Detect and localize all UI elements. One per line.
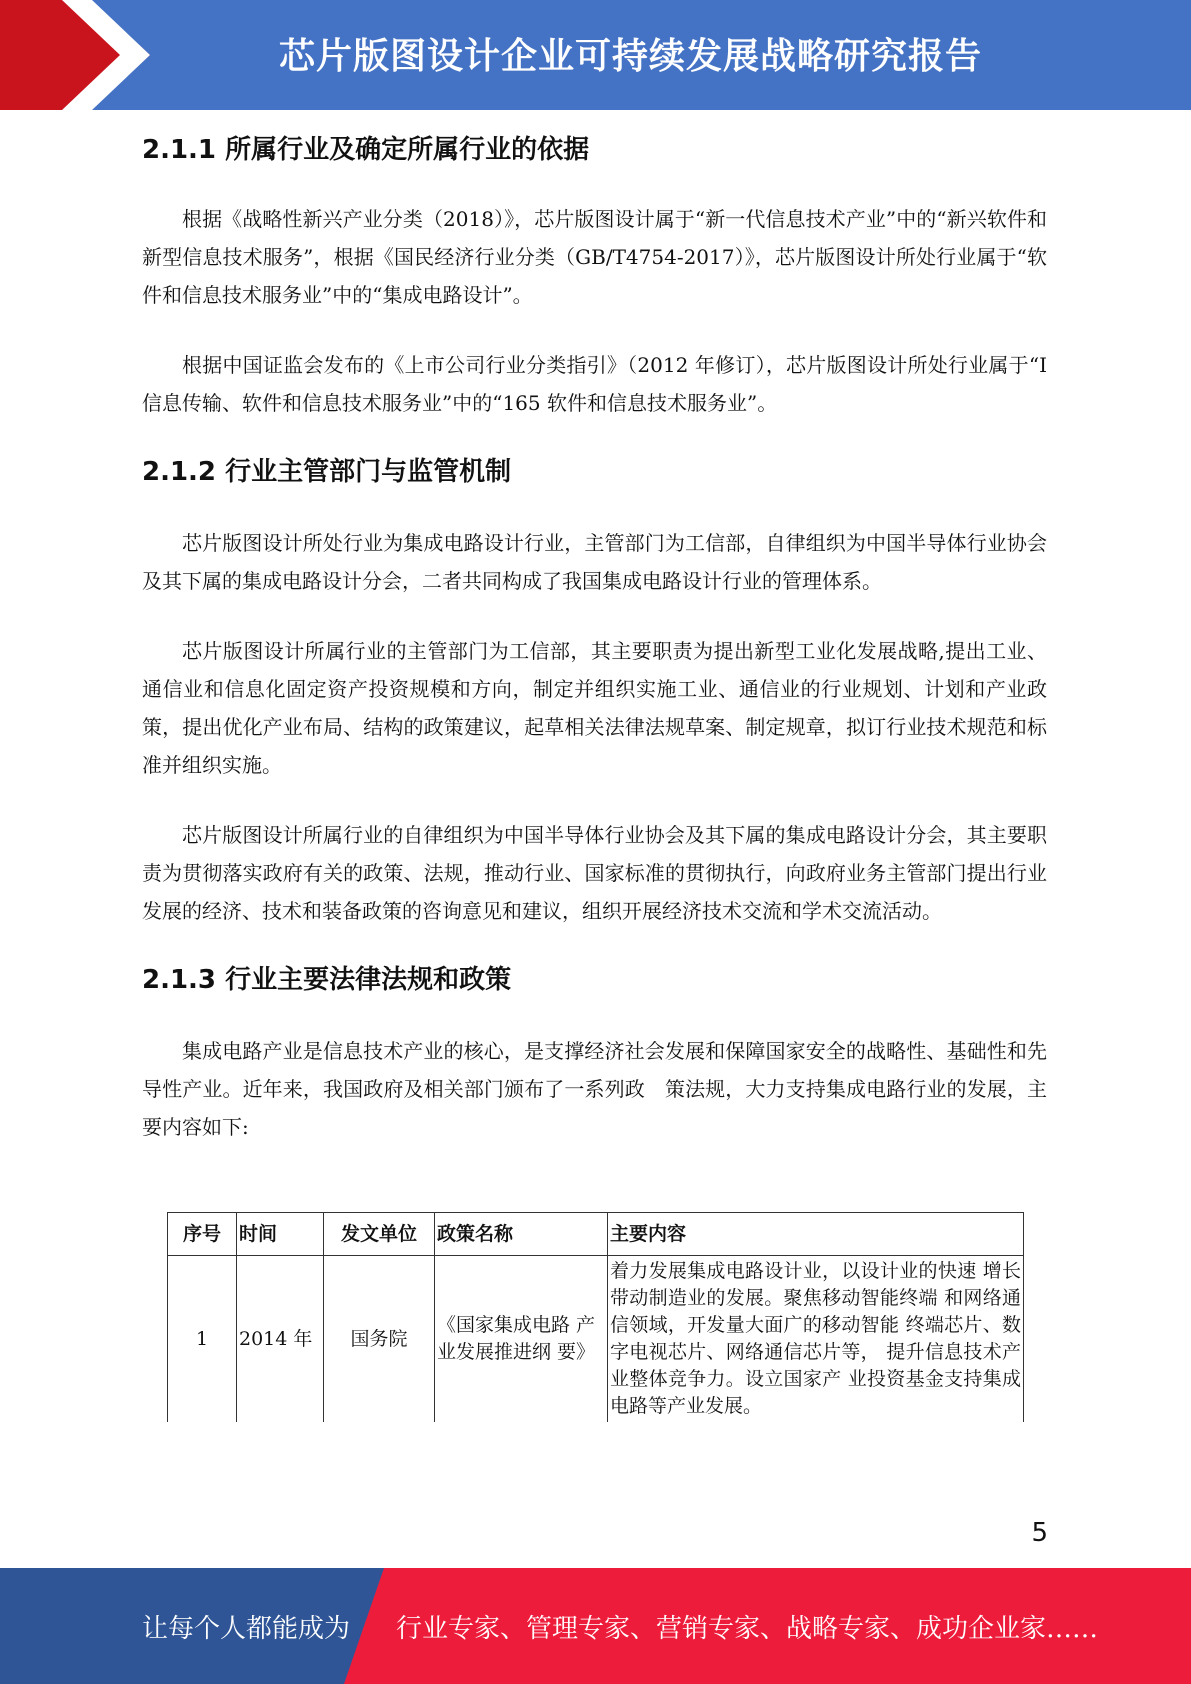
page-content <box>142 128 1047 1146</box>
paragraph: 根据中国证监会发布的《上市公司行业分类指引》（2012 年修订），芯片版图设计所处行业属于“I 信息传输、软件和信息技术服务业”中的“165 软件和信息技术服务业”。 <box>142 353 1047 415</box>
paragraph: 根据《战略性新兴产业分类（2018）》，芯片版图设计属于“新一代信息技术产业”中的“新兴软件和新型信息技术服务”，根据《国民经济行业分类（GB/T4754-2017）》，芯片版图设计所处行业属于“软件和信息技术服务业”中的“集成电路设计”。 <box>142 207 1047 307</box>
report-title: 芯片版图设计企业可持续发展战略研究报告 <box>278 36 982 77</box>
col-header-org: 发文单位 <box>324 1213 435 1256</box>
col-header-no: 序号 <box>168 1213 237 1256</box>
section-heading-2-1-1: 2.1.1 所属行业及确定所属行业的依据 <box>142 135 590 165</box>
paragraph: 芯片版图设计所属行业的自律组织为中国半导体行业协会及其下属的集成电路设计分会，其主要职责为贯彻落实政府有关的政策、法规，推动行业、国家标准的贯彻执行，向政府业务主管部门提出行业发展的经济、技术和装备政策的咨询意见和建议，组织开展经济技术交流和学术交流活动。 <box>142 823 1047 923</box>
paragraph: 芯片版图设计所属行业的主管部门为工信部，其主要职责为提出新型工业化发展战略,提出工业、通信业和信息化固定资产投资规模和方向，制定并组织实施工业、通信业的行业规划、计划和产业政策，提出优化产业布局、结构的政策建议，起草相关法律法规草案、制定规章，拟订行业技术规范和标准并组织实施。 <box>142 639 1047 777</box>
col-header-time: 时间 <box>237 1213 324 1256</box>
col-header-content: 主要内容 <box>608 1213 1024 1256</box>
paragraph: 集成电路产业是信息技术产业的核心，是支撑经济社会发展和保障国家安全的战略性、基础性和先导性产业。近年来，我国政府及相关部门颁布了一系列政 策法规，大力支持集成电路行业的发展，主要内容如下: <box>142 1039 1047 1139</box>
page-header <box>0 0 1191 110</box>
footer-slogan-left: 让每个人都能成为 <box>142 1614 351 1644</box>
table-row <box>168 1256 1024 1423</box>
section-heading-2-1-2: 2.1.2 行业主管部门与监管机制 <box>142 457 512 487</box>
cell-no: 1 <box>168 1256 237 1423</box>
table-header-row <box>168 1213 1024 1256</box>
page-number: 5 <box>1031 1518 1048 1548</box>
paragraph: 芯片版图设计所处行业为集成电路设计行业，主管部门为工信部，自律组织为中国半导体行业协会及其下属的集成电路设计分会，二者共同构成了我国集成电路设计行业的管理体系。 <box>142 531 1047 593</box>
cell-org: 国务院 <box>324 1256 435 1423</box>
cell-content: 着力发展集成电路设计业，以设计业的快速 增长带动制造业的发展。聚焦移动智能终端 和网络通信领域，开发量大面广的移动智能 终端芯片、数字电视芯片、网络通信芯片等， 提升信息技术产业整体竞争力。设立国家产 业投资基金支持集成电路等产业发展。 <box>608 1256 1024 1423</box>
page-footer <box>0 1568 1191 1684</box>
cell-name: 《国家集成电路 产业发展推进纲 要》 <box>435 1256 608 1423</box>
footer-slogan-right: 行业专家、管理专家、营销专家、战略专家、成功企业家…… <box>396 1614 1099 1644</box>
policy-table <box>167 1212 1024 1422</box>
section-heading-2-1-3: 2.1.3 行业主要法律法规和政策 <box>142 965 512 995</box>
col-header-name: 政策名称 <box>435 1213 608 1256</box>
cell-time: 2014 年 <box>237 1256 324 1423</box>
